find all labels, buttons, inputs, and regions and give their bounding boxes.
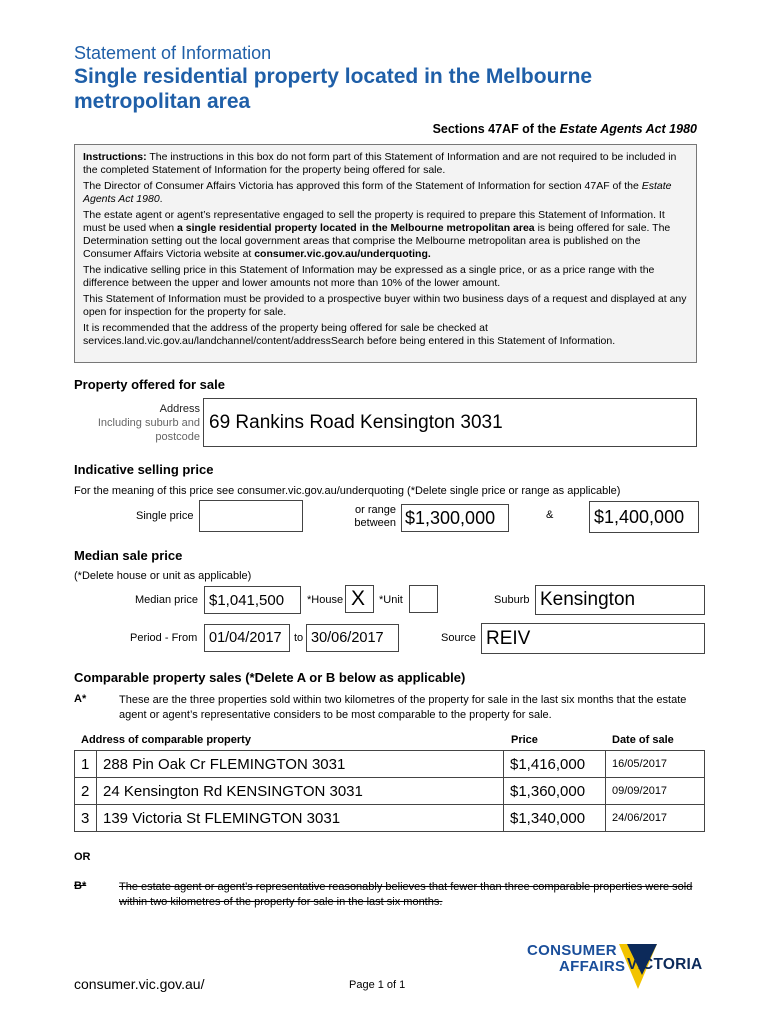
address-field[interactable] bbox=[203, 398, 697, 447]
period-to-label: to bbox=[294, 632, 304, 644]
table-row bbox=[75, 778, 705, 805]
row-number: 1 bbox=[75, 751, 97, 778]
instructions-p6: It is recommended that the address of the property being offered for sale be checked at services.land.vic.gov.au/landchannel/content/addressSearch before being entered in this Statement of Information. bbox=[83, 321, 616, 348]
suburb-label: Suburb bbox=[494, 594, 530, 606]
range-high-field[interactable] bbox=[589, 501, 699, 533]
address-label bbox=[98, 402, 200, 444]
instructions-p5: This Statement of Information must be provided to a prospective buyer within two business days of a request and displayed at any open for inspection for the property for sale. bbox=[83, 293, 687, 319]
range-low-value: $1,300,000 bbox=[405, 508, 496, 528]
range-ampersand: & bbox=[546, 509, 554, 521]
indicative-heading: Indicative selling price bbox=[74, 462, 214, 477]
period-from-field[interactable] bbox=[204, 624, 290, 652]
median-price-field[interactable] bbox=[204, 586, 301, 614]
house-checkbox[interactable] bbox=[345, 585, 374, 613]
range-label-line2: between bbox=[354, 517, 396, 529]
instructions-p1 bbox=[83, 151, 688, 177]
logo-consumer-text: CONSUMER bbox=[527, 942, 617, 959]
comparable-date[interactable]: 09/09/2017 bbox=[606, 778, 705, 805]
address-label-line1: Address bbox=[159, 403, 200, 415]
col-date-header: Date of sale bbox=[612, 734, 674, 746]
suburb-value: Kensington bbox=[540, 589, 636, 610]
period-from-value: 01/04/2017 bbox=[209, 630, 282, 646]
comparable-price[interactable]: $1,416,000 bbox=[504, 751, 606, 778]
instructions-p2-end: . bbox=[159, 193, 163, 206]
table-row bbox=[75, 751, 705, 778]
option-b-text: The estate agent or agent’s representative reasonably believes that fewer than three comparable properties were sold within two kilometres of the property for sale in the last six months. bbox=[119, 881, 693, 908]
instructions-p3-b: is being offered for sale. The Determination setting out the local government areas that comprise the Melbourne metropolitan area is published on the Consumer Affairs Victoria website at bbox=[83, 222, 671, 261]
property-heading: Property offered for sale bbox=[74, 377, 225, 392]
row-number: 3 bbox=[75, 805, 97, 832]
suburb-field[interactable] bbox=[535, 585, 705, 615]
sections-prefix: Sections 47AF of the bbox=[432, 122, 560, 136]
unit-label: *Unit bbox=[379, 594, 403, 606]
range-label bbox=[336, 504, 396, 530]
col-price-header: Price bbox=[511, 734, 538, 746]
option-a-marker: A* bbox=[74, 693, 87, 705]
period-label: Period - From bbox=[130, 632, 198, 644]
instructions-p3-bold: a single residential property located in the Melbourne metropolitan area bbox=[176, 222, 535, 235]
instructions-p1-text: The instructions in this box do not form part of this Statement of Information and are not required to be included in the completed Statement of Information for the property being offered for sale. bbox=[83, 151, 677, 177]
row-number: 2 bbox=[75, 778, 97, 805]
instructions-p2-text: The Director of Consumer Affairs Victoria has approved this form of the Statement of Information for section 47AF of the bbox=[83, 179, 642, 192]
page-title: Single residential property located in the Melbourne metropolitan area bbox=[74, 65, 593, 113]
comparable-date[interactable]: 24/06/2017 bbox=[606, 805, 705, 832]
logo-victoria-text: VICTORIA bbox=[627, 956, 703, 973]
comparable-price[interactable]: $1,340,000 bbox=[504, 805, 606, 832]
period-to-field[interactable] bbox=[306, 624, 399, 652]
instructions-p4: The indicative selling price in this Statement of Information may be expressed as a single price, or as a price range with the difference between the upper and lower amounts not more than 10% of the lower amount. bbox=[83, 264, 655, 290]
median-price-value: $1,041,500 bbox=[209, 592, 285, 609]
median-price-label: Median price bbox=[135, 594, 198, 606]
period-to-value: 30/06/2017 bbox=[311, 630, 384, 646]
house-label: *House bbox=[307, 594, 344, 606]
source-value: REIV bbox=[486, 628, 531, 649]
range-label-line1: or range bbox=[355, 504, 396, 516]
or-label: OR bbox=[74, 851, 91, 863]
consumer-affairs-logo bbox=[527, 941, 707, 993]
sections-reference bbox=[433, 122, 697, 136]
source-field[interactable] bbox=[481, 623, 705, 654]
logo-affairs-text: AFFAIRS bbox=[559, 958, 626, 975]
comparable-date[interactable]: 16/05/2017 bbox=[606, 751, 705, 778]
page-number: Page 1 of 1 bbox=[349, 979, 406, 991]
footer-website[interactable]: consumer.vic.gov.au/ bbox=[74, 976, 205, 992]
instructions-bold: Instructions: bbox=[83, 151, 147, 163]
single-price-label: Single price bbox=[136, 510, 194, 522]
instructions-p2 bbox=[83, 180, 688, 206]
sections-act: Estate Agents Act 1980 bbox=[559, 122, 697, 136]
instructions-box bbox=[74, 144, 697, 363]
unit-checkbox[interactable] bbox=[409, 585, 438, 613]
comparable-address[interactable]: 288 Pin Oak Cr FLEMINGTON 3031 bbox=[97, 751, 504, 778]
address-value: 69 Rankins Road Kensington 3031 bbox=[209, 412, 503, 433]
median-heading: Median sale price bbox=[74, 548, 183, 563]
col-address-header: Address of comparable property bbox=[81, 734, 251, 746]
indicative-note: For the meaning of this price see consumer.vic.gov.au/underquoting (*Delete single price or range as applicable) bbox=[74, 485, 621, 497]
statement-label: Statement of Information bbox=[74, 43, 272, 63]
comparable-heading: Comparable property sales (*Delete A or B below as applicable) bbox=[74, 670, 466, 685]
table-row bbox=[75, 805, 705, 832]
median-note: (*Delete house or unit as applicable) bbox=[74, 570, 252, 582]
range-low-field[interactable] bbox=[401, 504, 509, 532]
address-label-line2: Including suburb and bbox=[97, 417, 200, 429]
option-a-text: These are the three properties sold within two kilometres of the property for sale in the last six months that the estate agent or agent’s representative considers to be most comparable to the property for sale. bbox=[119, 694, 687, 721]
address-label-line3: postcode bbox=[155, 431, 200, 443]
instructions-p3 bbox=[83, 209, 688, 262]
option-b-marker: B* bbox=[74, 880, 87, 892]
comparable-table bbox=[74, 750, 705, 832]
underquoting-link[interactable]: consumer.vic.gov.au/underquoting. bbox=[254, 248, 431, 261]
house-mark: X bbox=[351, 587, 366, 610]
comparable-address[interactable]: 139 Victoria St FLEMINGTON 3031 bbox=[97, 805, 504, 832]
source-label: Source bbox=[441, 632, 476, 644]
comparable-address[interactable]: 24 Kensington Rd KENSINGTON 3031 bbox=[97, 778, 504, 805]
instructions-p3-a: The estate agent or agent’s representative engaged to sell the property is required to prepare this Statement of Information. It must be used when bbox=[83, 208, 665, 235]
comparable-price[interactable]: $1,360,000 bbox=[504, 778, 606, 805]
instructions-p2-act: Estate Agents Act 1980 bbox=[83, 179, 672, 206]
range-high-value: $1,400,000 bbox=[594, 507, 685, 527]
single-price-field[interactable] bbox=[199, 500, 303, 532]
